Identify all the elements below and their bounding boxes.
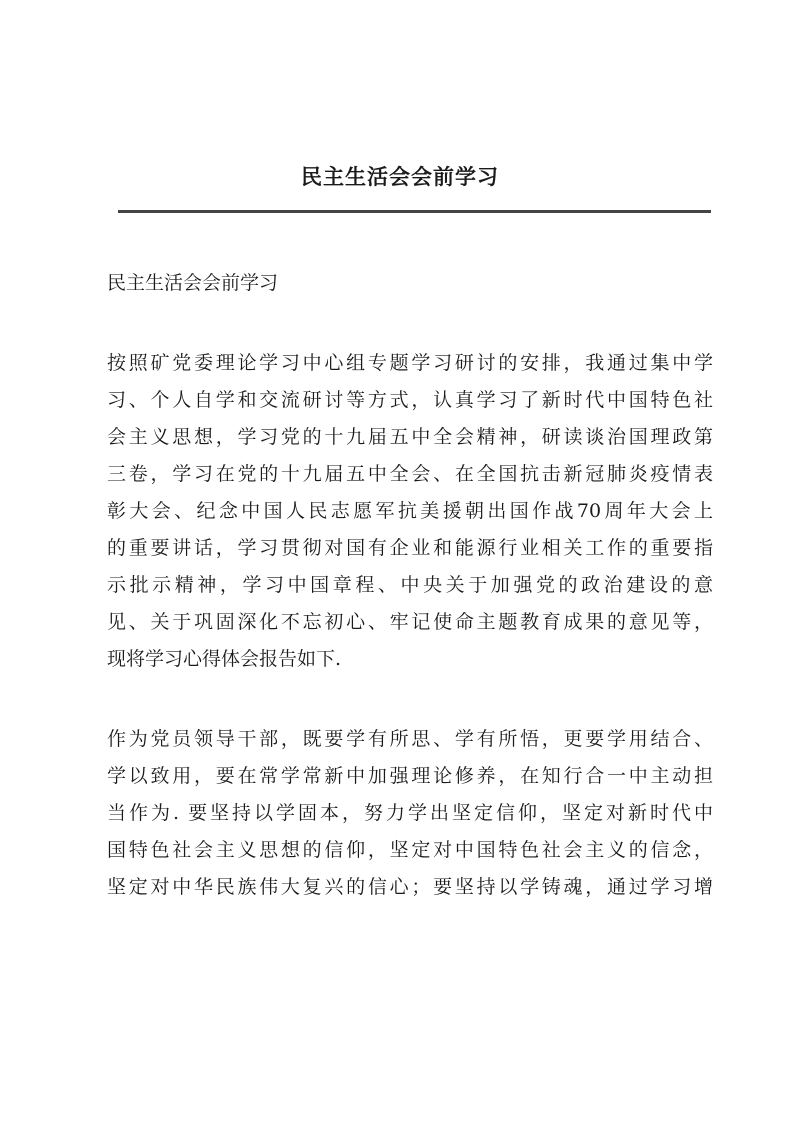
paragraph-line: 彰大会、纪念中国人民志愿军抗美援朝出国作战70周年大会上 [107,500,713,522]
paragraph-line: 国特色社会主义思想的信仰，坚定对中国特色社会主义的信念， [107,839,713,861]
paragraph-2 [107,721,713,906]
paragraph-line: 作为党员领导干部，既要学有所思、学有所悟，更要学用结合、 [107,728,713,750]
document-body [107,265,713,949]
paragraph-line: 三卷，学习在党的十九届五中全会、在全国抗击新冠肺炎疫情表 [107,463,713,485]
paragraph-line: 示批示精神，学习中国章程、中央关于加强党的政治建设的意 [107,574,713,596]
paragraph-line: 学以致用，要在常学常新中加强理论修养，在知行合一中主动担 [107,765,713,787]
paragraph-line: 的重要讲话，学习贯彻对国有企业和能源行业相关工作的重要指 [107,537,713,559]
paragraph-line: 习、个人自学和交流研讨等方式，认真学习了新时代中国特色社 [107,389,713,411]
paragraph-1 [107,345,713,678]
paragraph-line: 见、关于巩固深化不忘初心、牢记使命主题教育成果的意见等， [107,611,713,633]
page-title: 民主生活会会前学习 [301,164,499,189]
paragraph-line: 会主义思想，学习党的十九届五中全会精神，研读谈治国理政第 [107,426,713,448]
paragraph-line: 按照矿党委理论学习中心组专题学习研讨的安排，我通过集中学 [107,352,713,374]
paragraph-line: 当作为. 要坚持以学固本，努力学出坚定信仰，坚定对新时代中 [107,802,713,824]
document-subtitle: 民主生活会会前学习 [107,272,279,294]
title-divider [118,210,711,213]
paragraph-line: 坚定对中华民族伟大复兴的信心；要坚持以学铸魂，通过学习增 [107,876,713,898]
paragraph-line: 现将学习心得体会报告如下. [107,648,342,670]
